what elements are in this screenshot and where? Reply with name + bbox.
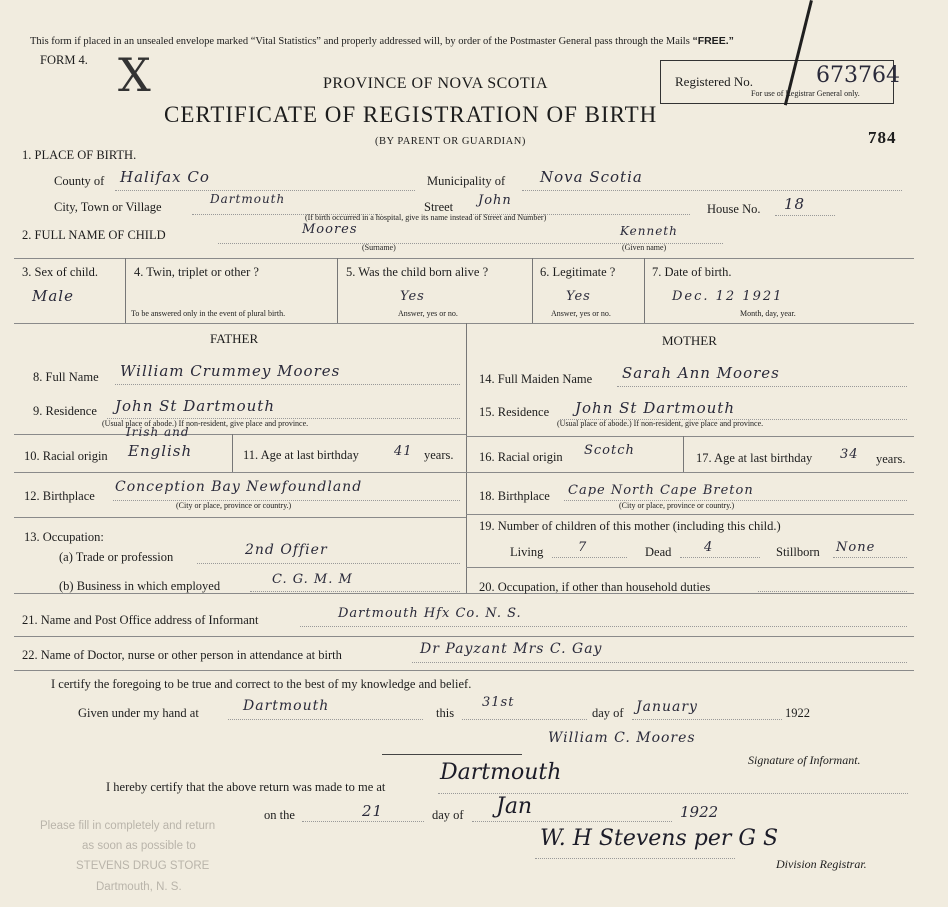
father-birthplace: Conception Bay Newfoundland <box>115 479 363 495</box>
mother-birthplace: Cape North Cape Breton <box>568 483 754 498</box>
street-label: Street <box>424 200 454 214</box>
dob-note: Month, day, year. <box>740 309 796 318</box>
mother-birthplace-note: (City or place, province or country.) <box>619 501 735 510</box>
page-title: CERTIFICATE OF REGISTRATION OF BIRTH <box>164 102 658 127</box>
registrar-statement: I hereby certify that the above return was made to me at <box>106 780 386 794</box>
stamp-line-2: as soon as possible to <box>82 840 196 852</box>
mother-residence: John St Dartmouth <box>575 399 735 417</box>
child-surname: Moores <box>302 222 358 237</box>
dead-label: Dead <box>645 545 672 559</box>
house-label: House No. <box>707 202 761 216</box>
father-birthplace-label: 12. Birthplace <box>24 489 95 503</box>
dob-label: 7. Date of birth. <box>652 265 732 279</box>
free-label: “FREE.” <box>692 35 734 47</box>
county-label: County of <box>54 174 105 188</box>
registered-number: 673764 <box>816 63 900 88</box>
certify-statement: I certify the foregoing to be true and correct to the best of my knowledge and belief. <box>51 677 472 691</box>
living-label: Living <box>510 545 544 559</box>
surname-caption: (Surname) <box>362 243 396 252</box>
registrar-day: 21 <box>362 802 384 820</box>
registrar-place: Dartmouth <box>440 760 562 785</box>
mother-racial: Scotch <box>584 443 635 458</box>
twin-note: To be answered only in the event of plural birth. <box>131 309 286 318</box>
informant-value: Dartmouth Hfx Co. N. S. <box>338 606 522 621</box>
father-name: William Crummey Moores <box>120 362 341 380</box>
sex-label: 3. Sex of child. <box>22 265 99 279</box>
father-age: 41 <box>394 444 413 459</box>
registrar-caption: Division Registrar. <box>776 857 867 871</box>
father-residence: John St Dartmouth <box>115 397 275 415</box>
city-label: City, Town or Village <box>54 200 162 214</box>
registrar-signature: W. H Stevens per G S <box>540 826 779 851</box>
given-place: Dartmouth <box>243 698 330 714</box>
mother-racial-label: 16. Racial origin <box>479 450 563 464</box>
doctor-value: Dr Payzant Mrs C. Gay <box>420 641 603 657</box>
mother-residence-label: 15. Residence <box>479 405 550 419</box>
mother-age: 34 <box>840 447 859 462</box>
legitimate-note: Answer, yes or no. <box>551 309 611 318</box>
trade-label: (a) Trade or profession <box>59 550 174 564</box>
county-value: Halifax Co <box>120 168 210 186</box>
informant-signature-caption: Signature of Informant. <box>748 753 861 767</box>
stamp-line-1: Please fill in completely and return <box>40 820 216 832</box>
alive-value: Yes <box>400 289 425 304</box>
twin-label: 4. Twin, triplet or other ? <box>134 265 259 279</box>
child-given-name: Kenneth <box>620 224 678 238</box>
registered-number-box <box>660 60 900 104</box>
page-subtitle: (BY PARENT OR GUARDIAN) <box>375 136 526 147</box>
mother-years: years. <box>876 452 906 466</box>
mother-name-label: 14. Full Maiden Name <box>479 372 593 386</box>
father-racial-label: 10. Racial origin <box>24 449 108 463</box>
legitimate-value: Yes <box>566 289 591 304</box>
informant-signature: William C. Moores <box>548 730 696 746</box>
stamp-line-4: Dartmouth, N. S. <box>96 881 182 893</box>
mother-residence-note: (Usual place of abode.) If non-resident, give place and province. <box>557 419 764 428</box>
registrar-year: 1922 <box>680 803 719 821</box>
children-label: 19. Number of children of this mother (including this child.) <box>479 519 781 533</box>
child-name-label: 2. FULL NAME OF CHILD <box>22 228 166 242</box>
father-residence-label: 9. Residence <box>33 404 97 418</box>
registered-label: Registered No. <box>675 74 753 89</box>
alive-label: 5. Was the child born alive ? <box>346 265 489 279</box>
father-name-label: 8. Full Name <box>33 370 99 384</box>
father-racial: English <box>128 442 193 460</box>
mother-heading: MOTHER <box>662 333 717 348</box>
father-occupation-label: 13. Occupation: <box>24 530 104 544</box>
certify-day: 31st <box>482 695 515 710</box>
certify-day-of-label: day of <box>592 706 624 720</box>
father-age-label: 11. Age at last birthday <box>243 448 359 462</box>
dob-value: Dec. 12 1921 <box>672 289 784 304</box>
given-name-caption: (Given name) <box>622 243 667 252</box>
father-years: years. <box>424 448 454 462</box>
handwritten-x-mark: X <box>118 48 151 102</box>
living-value: 7 <box>578 540 588 555</box>
municipality-value: Nova Scotia <box>540 168 643 186</box>
business-label: (b) Business in which employed <box>59 579 221 593</box>
municipality-label: Municipality of <box>427 174 506 188</box>
father-racial-note: Irish and <box>126 425 190 439</box>
street-note: (If birth occurred in a hospital, give its name instead of Street and Number) <box>305 213 547 222</box>
street-value: John <box>478 193 512 208</box>
certify-month: January <box>636 699 698 715</box>
registrar-month: Jan <box>496 794 533 819</box>
doctor-label: 22. Name of Doctor, nurse or other person in attendance at birth <box>22 648 342 662</box>
annex-number: 784 <box>868 128 897 147</box>
mother-birthplace-label: 18. Birthplace <box>479 489 550 503</box>
postal-notice: This form if placed in an unsealed envelope marked “Vital Statistics” and properly addressed will, by order of the Postmaster General pass through the Mails “FREE.” <box>30 35 734 47</box>
father-business: C. G. M. M <box>272 572 353 587</box>
city-value: Dartmouth <box>210 192 286 206</box>
stillborn-label: Stillborn <box>776 545 820 559</box>
father-residence-note: (Usual place of abode.) If non-resident, give place and province. <box>102 419 309 428</box>
registrar-day-of-label: day of <box>432 808 464 822</box>
house-value: 18 <box>784 195 806 213</box>
form-number: FORM 4. <box>40 53 88 67</box>
this-label: this <box>436 706 455 720</box>
stillborn-value: None <box>836 540 876 555</box>
father-heading: FATHER <box>210 331 259 346</box>
informant-label: 21. Name and Post Office address of Informant <box>22 613 259 627</box>
on-the-label: on the <box>264 808 295 822</box>
dead-value: 4 <box>704 540 714 555</box>
stamp-line-3: STEVENS DRUG STORE <box>76 860 210 872</box>
mother-occupation-label: 20. Occupation, if other than household duties <box>479 580 711 594</box>
legitimate-label: 6. Legitimate ? <box>540 265 616 279</box>
father-birthplace-note: (City or place, province or country.) <box>176 501 292 510</box>
certify-year: 1922 <box>785 706 810 720</box>
province-heading: PROVINCE OF NOVA SCOTIA <box>323 75 549 92</box>
mother-age-label: 17. Age at last birthday <box>696 451 813 465</box>
sex-value: Male <box>32 287 74 305</box>
mother-name: Sarah Ann Moores <box>622 364 780 382</box>
given-under-hand-label: Given under my hand at <box>78 706 199 720</box>
place-of-birth-heading: 1. PLACE OF BIRTH. <box>22 148 137 162</box>
alive-note: Answer, yes or no. <box>398 309 458 318</box>
father-trade: 2nd Offier <box>245 542 328 558</box>
registered-note: For use of Registrar General only. <box>751 89 860 98</box>
